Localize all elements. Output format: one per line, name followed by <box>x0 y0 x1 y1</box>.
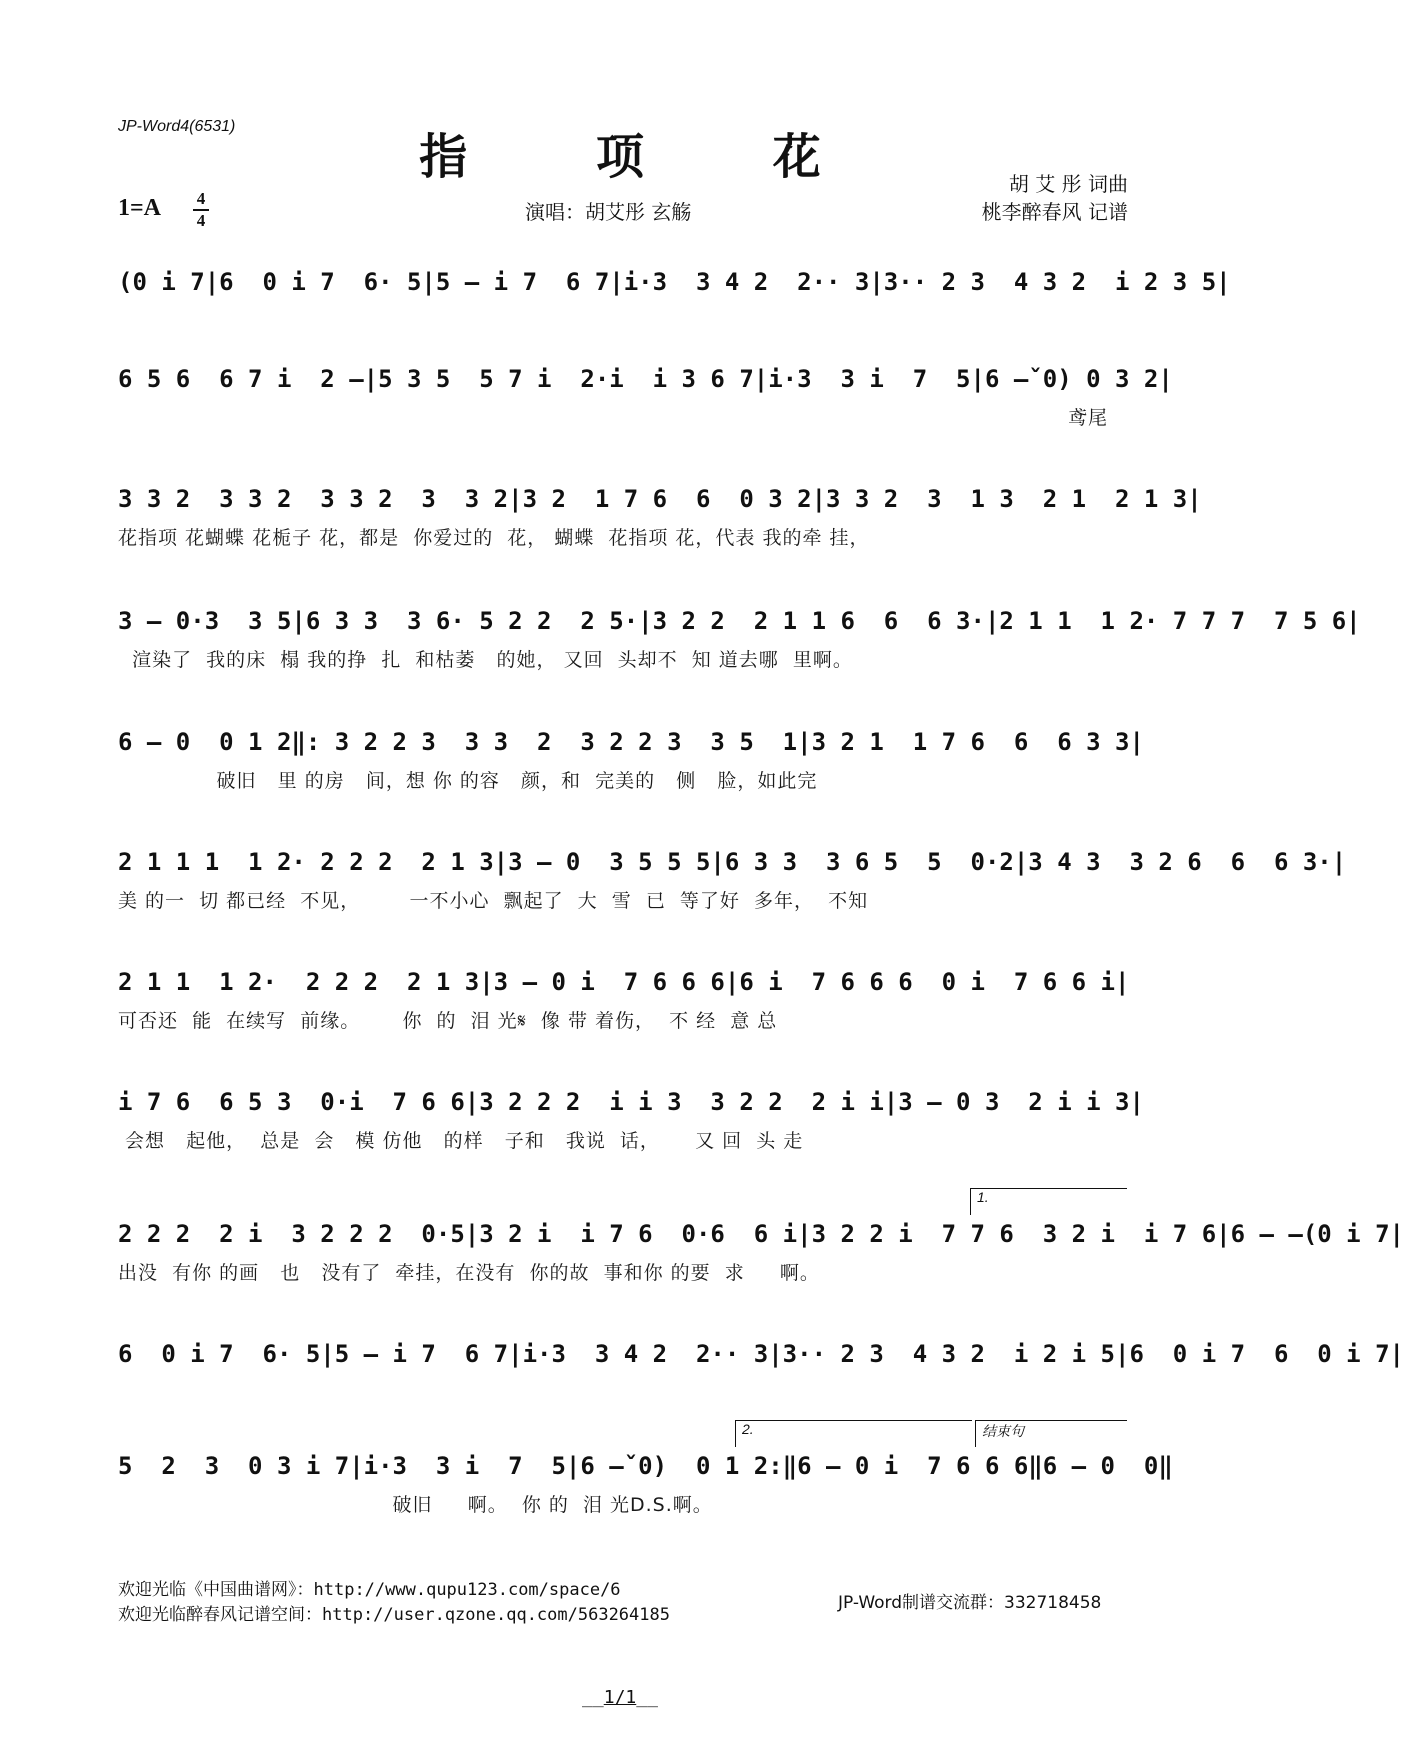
lyric-line: 破旧 啊。 你 的 泪 光D.S.啊。 <box>118 1494 713 1516</box>
music-line: 3 3 2 3 3 2 3 3 2 3 3 2|3 2 1 7 6 6 0 3 2|3 3 2 3 1 3 2 1 2 1 3| <box>118 485 1202 513</box>
music-line: 2 1 1 1 2· 2 2 2 2 1 3|3 – 0 i 7 6 6 6|6 i 7 6 6 6 0 i 7 6 6 i| <box>118 968 1130 996</box>
page-number: __1/1__ <box>582 1687 658 1708</box>
lyric-line: 可否还 能 在续写 前缘。 你 的 泪 光𝄋 像 带 着伤， 不 经 意 总 <box>118 1010 778 1032</box>
music-line: 5 2 3 0 3 i 7|i·3 3 i 7 5|6 –ˇ0) 0 1 2:‖6 – 0 i 7 6 6 6‖6 – 0 0‖ <box>118 1452 1173 1480</box>
page-number-value: 1/1 <box>603 1687 637 1708</box>
music-line: 6 0 i 7 6· 5|5 – i 7 6 7|i·3 3 4 2 2·· 3|3·· 2 3 4 3 2 i 2 i 5|6 0 i 7 6 0 i 7| <box>118 1340 1404 1368</box>
song-title: 指 项 花 <box>419 129 877 185</box>
lyric-line: 会想 起他， 总是 会 模 仿他 的样 子和 我说 话， 又 回 头 走 <box>118 1130 804 1152</box>
lyric-line: 破旧 里 的房 间，想 你 的容 颜，和 完美的 侧 脸，如此完 <box>118 770 818 792</box>
time-signature <box>193 190 209 230</box>
time-bottom: 4 <box>196 211 206 230</box>
ending-label: 结束句 <box>975 1420 1127 1447</box>
music-line: (0 i 7|6 0 i 7 6· 5|5 – i 7 6 7|i·3 3 4 2 2·· 3|3·· 2 3 4 3 2 i 2 3 5| <box>118 268 1231 296</box>
music-line: 2 2 2 2 i 3 2 2 2 0·5|3 2 i i 7 6 0·6 6 i|3 2 2 i 7 7 6 3 2 i i 7 6|6 – –(0 i 7| <box>118 1220 1404 1248</box>
footer-link-1: 欢迎光临《中国曲谱网》：http://www.qupu123.com/space/6 <box>118 1580 621 1600</box>
volta-2: 2. <box>735 1420 972 1447</box>
music-line: i 7 6 6 5 3 0·i 7 6 6|3 2 2 2 i i 3 3 2 2 2 i i|3 – 0 3 2 i i 3| <box>118 1088 1144 1116</box>
composer-credit: 胡 艾 彤 词曲 <box>1008 172 1128 196</box>
software-label: JP-Word4(6531) <box>118 118 236 135</box>
volta-1: 1. <box>970 1188 1127 1215</box>
lyric-line: 出没 有你 的画 也 没有了 牵挂，在没有 你的故 事和你 的要 求 啊。 <box>118 1262 820 1284</box>
group-info: JP-Word制谱交流群：332718458 <box>838 1593 1102 1613</box>
music-line: 6 5 6 6 7 i 2 –|5 3 5 5 7 i 2·i i 3 6 7|i·3 3 i 7 5|6 –ˇ0) 0 3 2| <box>118 365 1173 393</box>
lyric-line: 花指项 花蝴蝶 花栀子 花，都是 你爱过的 花， 蝴蝶 花指项 花，代表 我的牵 挂， <box>118 527 870 549</box>
transcriber-credit: 桃李醉春风 记谱 <box>981 200 1128 224</box>
lyric-line: 渲染了 我的床 榻 我的挣 扎 和枯萎 的她， 又回 头却不 知 道去哪 里啊。 <box>118 649 853 671</box>
lyric-line: 鸢尾 <box>1067 407 1108 429</box>
singer-credit: 演唱：胡艾彤 玄觞 <box>525 200 692 224</box>
footer-link-2: 欢迎光临醉春风记谱空间：http://user.qzone.qq.com/563264185 <box>118 1605 670 1625</box>
time-top: 4 <box>196 189 206 208</box>
music-line: 3 – 0·3 3 5|6 3 3 3 6· 5 2 2 2 5·|3 2 2 2 1 1 6 6 6 3·|2 1 1 1 2· 7 7 7 7 5 6| <box>118 607 1361 635</box>
key-signature: 1=A <box>118 195 162 221</box>
lyric-line: 美 的一 切 都已经 不见， 一不小心 飘起了 大 雪 已 等了好 多年， 不知 <box>118 890 869 912</box>
music-line: 2 1 1 1 1 2· 2 2 2 2 1 3|3 – 0 3 5 5 5|6 3 3 3 6 5 5 0·2|3 4 3 3 2 6 6 6 3·| <box>118 848 1347 876</box>
music-line: 6 – 0 0 1 2‖: 3 2 2 3 3 3 2 3 2 2 3 3 5 1|3 2 1 1 7 6 6 6 3 3| <box>118 728 1144 756</box>
